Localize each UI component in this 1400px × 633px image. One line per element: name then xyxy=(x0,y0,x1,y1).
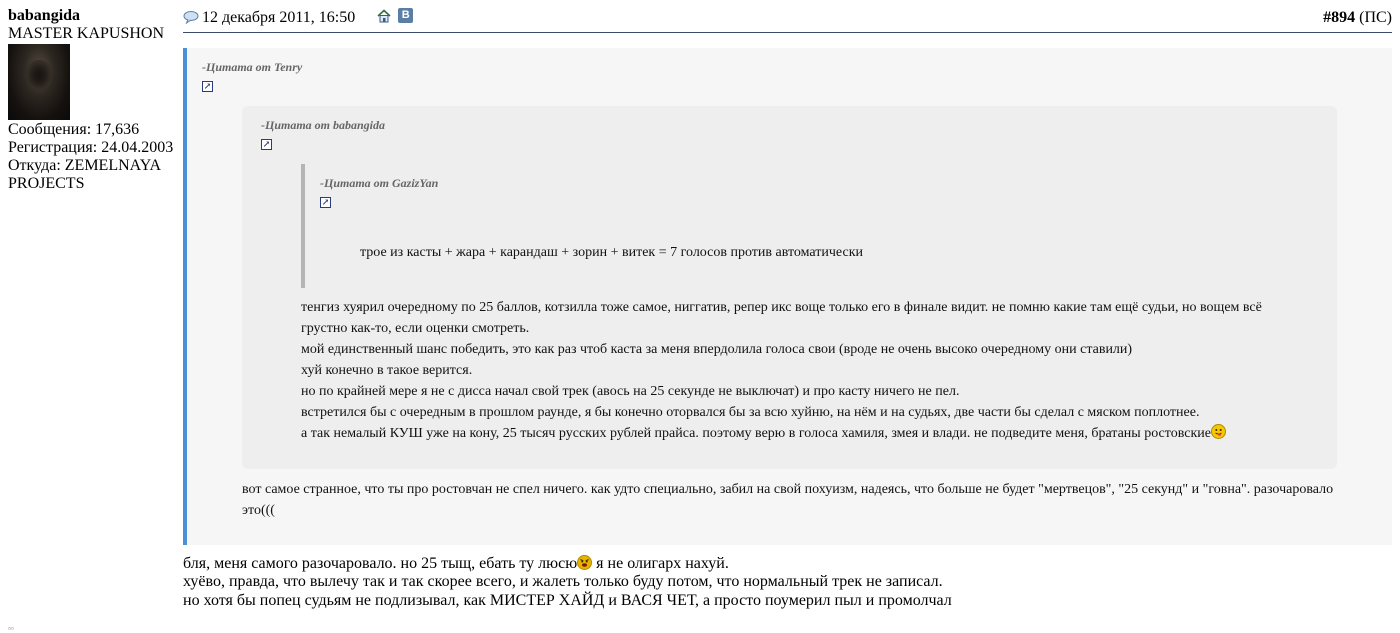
post-body-line1 xyxy=(183,555,1383,573)
quote-outer-text xyxy=(242,479,1342,521)
angry-smiley-icon xyxy=(577,555,592,570)
post-body xyxy=(183,555,1383,610)
post-number-link[interactable]: #894 xyxy=(1323,9,1356,26)
goto-quote-arrow-icon[interactable]: ↗ xyxy=(321,197,330,207)
quote-middle-line: но по крайней мере я не с дисса начал свой трек (авось на 25 секунде не выключат) и про касту ничего не пел. xyxy=(301,384,960,399)
post-footer-icon: ▫▫ xyxy=(8,624,14,633)
quote-middle-header: -Цитата от babangida xyxy=(261,118,386,132)
post-header xyxy=(183,7,1392,33)
avatar[interactable] xyxy=(8,44,70,120)
post-body-line3: но хотя бы попец судьям не подлизывал, как МИСТЕР ХАЙД и ВАСЯ ЧЕТ, а просто поумерил пыл и промолчал xyxy=(183,591,952,609)
quote-inner xyxy=(301,164,1301,288)
speech-bubble-icon xyxy=(183,10,199,24)
post-date: 12 декабря 2011, 16:50 xyxy=(202,9,356,26)
quote-middle-line: мой единственный шанс победить, это как раз чтоб каста за меня впердолила голоса свои (вроде не очень высоко очередному они ставили) xyxy=(301,342,1133,357)
quote-middle-line: встретился бы с очередным в прошлом раунде, я бы конечно оторвался бы за всю хуйню, на нём и на судьях, две части бы сделал с мяском поплотнее. xyxy=(301,405,1200,420)
quote-middle-line: тенгиз хуярил очередному по 25 баллов, котзилла тоже самое, ниггатив, репер икс воще только его в финале видит. не помню какие там ещё судьи, но вощем всё xyxy=(301,300,1262,315)
quote-middle-line: хуй конечно в такое верится. xyxy=(301,363,473,378)
vk-share-icon[interactable]: B xyxy=(398,8,413,23)
quote-middle-last-line xyxy=(301,423,1321,444)
quote-outer-text-line2: это((( xyxy=(242,503,275,518)
goto-quote-arrow-icon[interactable]: ↗ xyxy=(262,139,271,149)
goto-quote-arrow-icon[interactable]: ↗ xyxy=(203,81,212,91)
home-icon[interactable] xyxy=(377,9,391,23)
post-body-line1-start: бля, меня самого разочаровало. но 25 тыщ, ебать ту люсю xyxy=(183,555,578,572)
author-location xyxy=(8,157,178,193)
post-body-line1-end: я не олигарх нахуй. xyxy=(592,555,729,572)
quote-middle-line: а так немалый КУШ уже на кону, 25 тысяч русских рублей прайса. поэтому верю в голоса хамиля, змея и влади. не подведите меня, братаны ростовские xyxy=(301,426,1211,441)
author-posts-count: Сообщения: 17,636 xyxy=(8,121,140,138)
tongue-smiley-icon xyxy=(1211,424,1226,439)
author-location-line1: Откуда: ZEMELNAYA xyxy=(8,157,162,174)
post-number-suffix: (ПС) xyxy=(1355,9,1392,26)
author-sidebar xyxy=(8,7,178,193)
author-registration-date: Регистрация: 24.04.2003 xyxy=(8,139,174,156)
quote-inner-text: трое из касты + жара + карандаш + зорин + витек = 7 голосов против автоматически xyxy=(360,245,863,260)
quote-inner-header: -Цитата от GazizYan xyxy=(320,176,439,190)
author-username[interactable]: babangida xyxy=(8,7,81,24)
quote-outer-text-line1: вот самое странное, что ты про ростовчан не спел ничего. как удто специально, забил на свой похуизм, надеясь, что больше не будет "мертвецов", "25 секунд" и "говна". разочаровало xyxy=(242,482,1334,497)
post-body-line2: хуёво, правда, что вылечу так и так скорее всего, и жалеть только буду потом, что нормальный трек не записал. xyxy=(183,573,943,591)
quote-outer-header: -Цитата от Tenry xyxy=(202,60,303,74)
author-title: MASTER KAPUSHON xyxy=(8,25,165,42)
post-number-block xyxy=(1323,9,1392,27)
quote-middle-line: грустно как-то, если оценки смотреть. xyxy=(301,321,530,336)
quote-middle-text xyxy=(301,297,1321,444)
author-location-line2: PROJECTS xyxy=(8,175,85,192)
